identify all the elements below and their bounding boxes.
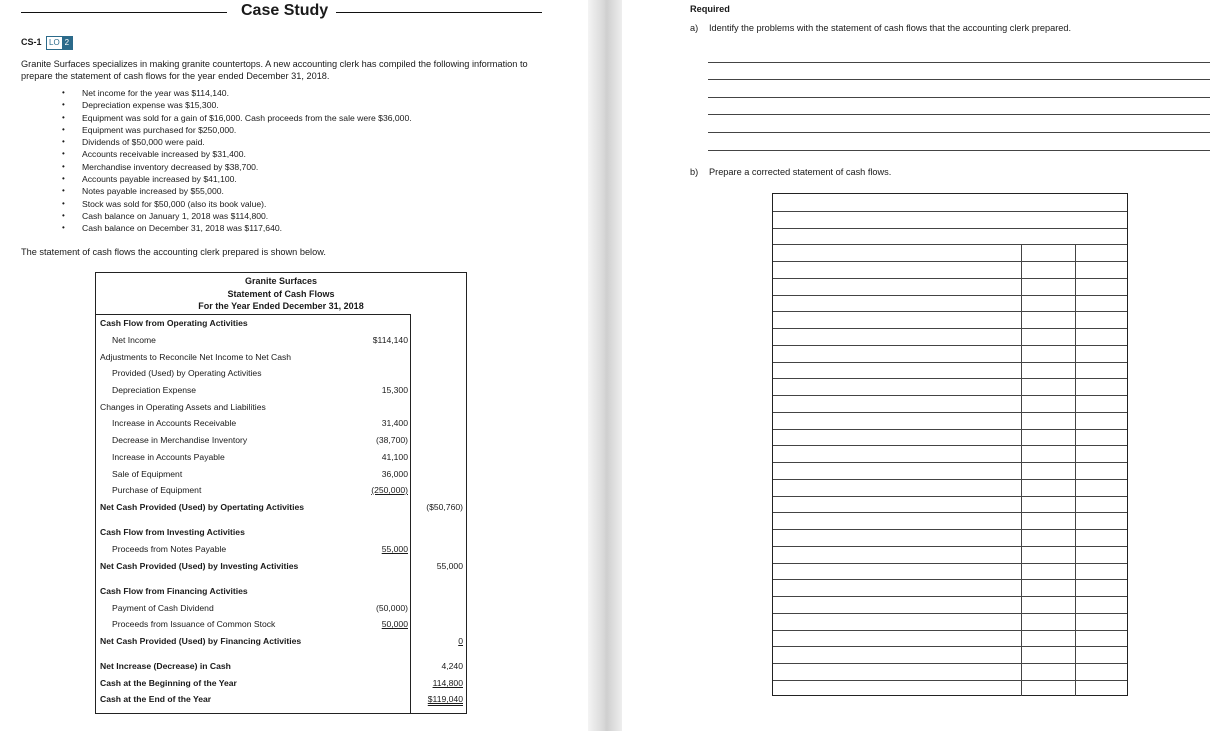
statement-row — [96, 542, 466, 556]
statement-row — [96, 316, 466, 330]
grid-row-line — [773, 462, 1127, 463]
statement-row — [96, 692, 466, 706]
question-a-text: Identify the problems with the statement of cash flows that the accounting clerk prepared. — [709, 23, 1072, 33]
row-amount: 15,300 — [381, 385, 408, 395]
row-label: Proceeds from Notes Payable — [112, 544, 227, 554]
statement-period: For the Year Ended December 31, 2018 — [198, 301, 364, 311]
fact-item: • Equipment was sold for a gain of $16,000. Cash proceeds from the sale were $36,000. — [62, 112, 412, 124]
row-amount: (50,000) — [375, 603, 408, 613]
statement-row — [96, 525, 466, 539]
grid-row-line — [773, 445, 1127, 446]
grid-row-line — [773, 496, 1127, 497]
answer-line[interactable] — [708, 114, 1210, 115]
row-label: Cash Flow from Investing Activities — [100, 527, 245, 537]
statement-row — [96, 467, 466, 481]
row-label: Net Cash Provided (Used) by Opertating Activities — [100, 502, 305, 512]
grid-row-line — [773, 211, 1127, 212]
fact-item: • Net income for the year was $114,140. — [62, 87, 412, 99]
statement-intro-text: The statement of cash flows the accounting clerk prepared is shown below. — [21, 247, 326, 257]
row-amount: 31,400 — [381, 418, 408, 428]
grid-row-line — [773, 345, 1127, 346]
question-b-letter: b) — [690, 167, 699, 177]
row-label: Cash Flow from Financing Activities — [100, 586, 248, 596]
row-amount: (38,700) — [375, 435, 408, 445]
question-a — [690, 23, 1071, 33]
statement-row — [96, 433, 466, 447]
grid-column-line — [1075, 244, 1076, 696]
grid-row-line — [773, 311, 1127, 312]
row-label: Purchase of Equipment — [112, 485, 202, 495]
answer-line[interactable] — [708, 150, 1210, 151]
fact-item: • Cash balance on December 31, 2018 was $117,640. — [62, 222, 412, 234]
question-b-text: Prepare a corrected statement of cash flows. — [709, 167, 892, 177]
statement-row — [96, 559, 466, 573]
row-label: Provided (Used) by Operating Activities — [112, 368, 262, 378]
fact-item: • Equipment was purchased for $250,000. — [62, 124, 412, 136]
grid-row-line — [773, 512, 1127, 513]
case-study-title: Case Study — [241, 2, 329, 19]
row-amount: $114,140 — [372, 335, 408, 345]
fact-item: • Accounts payable increased by $41,100. — [62, 173, 412, 185]
row-label: Net Cash Provided (Used) by Investing Activities — [100, 561, 299, 571]
row-label: Adjustments to Reconcile Net Income to Net Cash — [100, 352, 292, 362]
grid-row-line — [773, 479, 1127, 480]
lo-number: 2 — [62, 37, 72, 49]
answer-line[interactable] — [708, 79, 1210, 80]
grid-row-line — [773, 613, 1127, 614]
grid-row-line — [773, 546, 1127, 547]
statement-row — [96, 416, 466, 430]
row-label: Net Income — [112, 335, 156, 345]
grid-row-line — [773, 378, 1127, 379]
row-amount: 55,000 — [381, 544, 408, 554]
row-total: 4,240 — [441, 661, 463, 671]
grid-column-line — [1021, 244, 1022, 696]
statement-title: Statement of Cash Flows — [227, 288, 335, 299]
grid-row-line — [773, 412, 1127, 413]
statement-row — [96, 601, 466, 615]
fact-item: • Cash balance on January 1, 2018 was $114,800. — [62, 210, 412, 222]
grid-row-line — [773, 328, 1127, 329]
row-label: Increase in Accounts Receivable — [112, 418, 237, 428]
grid-row-line — [773, 596, 1127, 597]
fact-item: • Accounts receivable increased by $31,400. — [62, 148, 412, 160]
row-total: 114,800 — [432, 678, 463, 688]
statement-row — [96, 383, 466, 397]
statement-row — [96, 366, 466, 380]
case-code: CS-1 — [21, 37, 42, 47]
row-label: Net Increase (Decrease) in Cash — [100, 661, 231, 671]
lo-label: LO — [49, 38, 60, 47]
fact-item: • Dividends of $50,000 were paid. — [62, 136, 412, 148]
row-amount: 50,000 — [381, 619, 408, 629]
answer-line[interactable] — [708, 132, 1210, 133]
required-heading: Required — [690, 4, 730, 14]
row-total: $119,040 — [427, 694, 463, 704]
row-label: Decrease in Merchandise Inventory — [112, 435, 248, 445]
row-label: Net Cash Provided (Used) by Financing Activities — [100, 636, 302, 646]
row-total: 55,000 — [436, 561, 463, 571]
grid-row-line — [773, 295, 1127, 296]
statement-company: Granite Surfaces — [244, 276, 318, 286]
statement-row — [96, 676, 466, 690]
book-gutter — [588, 0, 622, 731]
intro-paragraph: Granite Surfaces specializes in making granite countertops. A new accounting clerk has compiled the following information to prepare the statement of cash flows for the year ended December 31, 2018. — [21, 59, 528, 81]
row-total: ($50,760) — [426, 502, 463, 512]
grid-row-line — [773, 429, 1127, 430]
answer-worksheet-grid[interactable] — [772, 193, 1128, 696]
answer-line[interactable] — [708, 62, 1210, 63]
statement-row — [96, 617, 466, 631]
statement-row — [96, 483, 466, 497]
row-label: Sale of Equipment — [112, 469, 183, 479]
row-amount: 36,000 — [381, 469, 408, 479]
grid-row-line — [773, 663, 1127, 664]
grid-row-line — [773, 529, 1127, 530]
grid-row-line — [773, 228, 1127, 229]
fact-item: • Notes payable increased by $55,000. — [62, 185, 412, 197]
row-label: Cash at the Beginning of the Year — [100, 678, 237, 688]
header-divider — [96, 314, 410, 315]
grid-row-line — [773, 579, 1127, 580]
statement-row — [96, 450, 466, 464]
row-label: Cash at the End of the Year — [100, 694, 212, 704]
row-label: Payment of Cash Dividend — [112, 603, 214, 613]
title-rule-left — [21, 12, 227, 13]
grid-row-line — [773, 244, 1127, 245]
fact-item: • Merchandise inventory decreased by $38,700. — [62, 161, 412, 173]
row-amount: (250,000) — [371, 485, 408, 495]
learning-objective-badge — [46, 36, 73, 50]
statement-row — [96, 350, 466, 364]
facts-list — [62, 87, 412, 235]
cash-flow-statement — [95, 272, 467, 714]
title-rule-right — [336, 12, 542, 13]
row-amount: 41,100 — [381, 452, 408, 462]
grid-row-line — [773, 680, 1127, 681]
row-label: Cash Flow from Operating Activities — [100, 318, 248, 328]
statement-row — [96, 634, 466, 648]
statement-row — [96, 400, 466, 414]
grid-row-line — [773, 630, 1127, 631]
grid-row-line — [773, 563, 1127, 564]
row-label: Increase in Accounts Payable — [112, 452, 225, 462]
question-b — [690, 167, 891, 177]
grid-row-line — [773, 278, 1127, 279]
row-label: Proceeds from Issuance of Common Stock — [112, 619, 276, 629]
grid-row-line — [773, 261, 1127, 262]
row-label: Changes in Operating Assets and Liabilities — [100, 402, 266, 412]
grid-row-line — [773, 646, 1127, 647]
row-total: 0 — [458, 636, 463, 646]
statement-row — [96, 500, 466, 514]
grid-row-line — [773, 362, 1127, 363]
statement-row — [96, 333, 466, 347]
fact-item: • Stock was sold for $50,000 (also its book value). — [62, 198, 412, 210]
answer-line[interactable] — [708, 97, 1210, 98]
statement-row — [96, 584, 466, 598]
statement-row — [96, 659, 466, 673]
fact-item: • Depreciation expense was $15,300. — [62, 99, 412, 111]
statement-header — [96, 273, 466, 313]
question-a-letter: a) — [690, 23, 699, 33]
grid-row-line — [773, 395, 1127, 396]
row-label: Depreciation Expense — [112, 385, 197, 395]
